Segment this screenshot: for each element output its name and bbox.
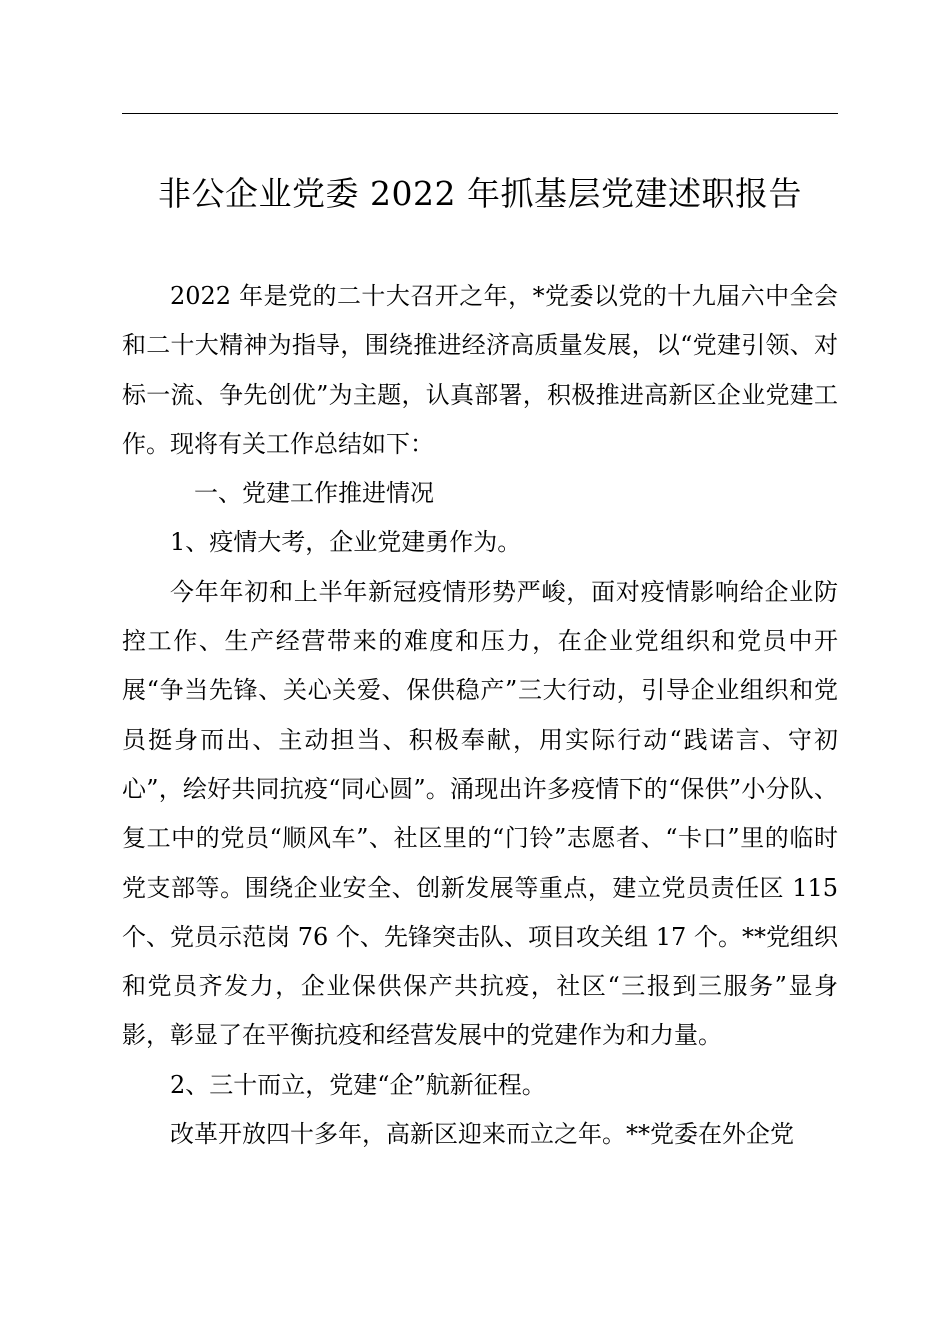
document-title: 非公企业党委 2022 年抓基层党建述职报告 [158,174,802,213]
item-1-paragraph: 今年年初和上半年新冠疫情形势严峻，面对疫情影响给企业防控工作、生产经营带来的难度和压力，在企业党组织和党员中开展“争当先锋、关心关爱、保供稳产”三大行动，引导企业组织和党员挺身而出、主动担当、积极奉献，用实际行动“践诺言、守初心”，绘好共同抗疫“同心圆”。涌现出许多疫情下的“保供”小分队、复工中的党员“顺风车”、社区里的“门铃”志愿者、“卡口”里的临时党支部等。围绕企业安全、创新发展等重点，建立党员责任区 115 个、党员示范岗 76 个、先锋突击队、项目攻关组 17 个。**党组织和党员齐发力，企业保供保产共抗疫，社区“三报到三服务”显身影，彰显了在平衡抗疫和经营发展中的党建作为和力量。 [122,577,838,1050]
intro-paragraph: 2022 年是党的二十大召开之年，*党委以党的十九届六中全会和二十大精神为指导，围绕推进经济高质量发展，以“党建引领、对标一流、争先创优”为主题，认真部署，积极推进高新区企业党建工作。现将有关工作总结如下： [122,282,838,458]
document-body [122,272,838,1159]
item-1-heading: 1、疫情大考，企业党建勇作为。 [170,528,522,557]
header-rule [122,113,838,114]
section-1-heading: 一、党建工作推进情况 [194,479,434,508]
item-2-heading: 2、三十而立，党建“企”航新征程。 [170,1070,546,1099]
item-2-paragraph: 改革开放四十多年，高新区迎来而立之年。**党委在外企党 [170,1120,794,1149]
